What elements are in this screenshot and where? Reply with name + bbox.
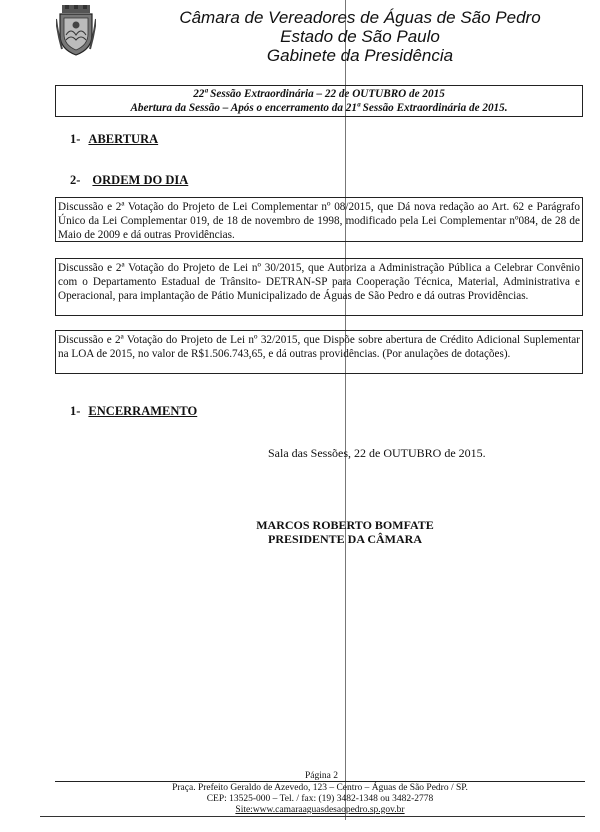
section-label: ENCERRAMENTO	[88, 404, 198, 418]
place-and-date: Sala das Sessões, 22 de OUTUBRO de 2015.	[268, 446, 486, 460]
agenda-item-1: Discussão e 2ª Votação do Projeto de Lei Complementar nº 08/2015, que Dá nova redação ao Art. 62 e Parágrafo Único da Lei Complementar 019, de 18 de novembro de 1998, modificado pela Lei Complementar nº084, de 28 de Maio de 2009 e dá outras Providências.	[55, 197, 583, 242]
footer-divider	[55, 781, 585, 782]
section-number: 2-	[70, 173, 81, 187]
agenda-item-3: Discussão e 2ª Votação do Projeto de Lei nº 32/2015, que Dispõe sobre abertura de Crédito Adicional Suplementar na LOA de 2015, no valor de R$1.506.743,65, e dá outras providências. (Por anulações de dotações).	[55, 330, 583, 374]
footer-website: Site:www.camaraaguasdesaopedro.sp.gov.br	[235, 805, 405, 815]
section-number: 1-	[70, 404, 81, 418]
letterhead-institution: Câmara de Vereadores de Águas de São Pedro	[179, 8, 541, 27]
section-heading-abertura	[70, 132, 158, 147]
signature-block	[220, 518, 470, 546]
section-heading-ordem-do-dia	[70, 173, 188, 188]
section-label: ORDEM DO DIA	[92, 173, 189, 187]
letterhead-office: Gabinete da Presidência	[266, 46, 454, 65]
footer	[100, 783, 540, 816]
agenda-item-2: Discussão e 2ª Votação do Projeto de Lei nº 30/2015, que Autoriza a Administração Pública a Celebrar Convênio com o Departamento Estadual de Trânsito- DETRAN-SP para Cooperação Técnica, Material, Administrativa e Operacional, para implantação de Pátio Municipalizado de Águas de São Pedro e dá outras Providências.	[55, 258, 583, 316]
letterhead	[160, 8, 560, 65]
section-heading-encerramento	[70, 404, 197, 419]
municipal-coat-of-arms-icon	[56, 5, 96, 57]
session-info-box	[55, 85, 583, 117]
signer-name: MARCOS ROBERTO BOMFATE	[256, 518, 434, 532]
session-title: 22ª Sessão Extraordinária – 22 de OUTUBRO de 2015	[193, 88, 445, 100]
footer-address: Praça. Prefeito Geraldo de Azevedo, 123 – Centro – Águas de São Pedro / SP.	[172, 783, 468, 793]
signer-title: PRESIDENTE DA CÂMARA	[267, 532, 422, 546]
page-number: Página 2	[305, 771, 338, 781]
letterhead-state: Estado de São Paulo	[280, 27, 440, 46]
section-number: 1-	[70, 132, 81, 146]
section-label: ABERTURA	[88, 132, 159, 146]
footer-bottom-rule	[40, 816, 585, 817]
session-opening-note: Abertura da Sessão – Após o encerramento da 21ª Sessão Extraordinária de 2015.	[130, 102, 508, 114]
footer-contact: CEP: 13525-000 – Tel. / fax: (19) 3482-1348 ou 3482-2778	[206, 794, 434, 804]
scan-fold-line	[345, 0, 346, 820]
